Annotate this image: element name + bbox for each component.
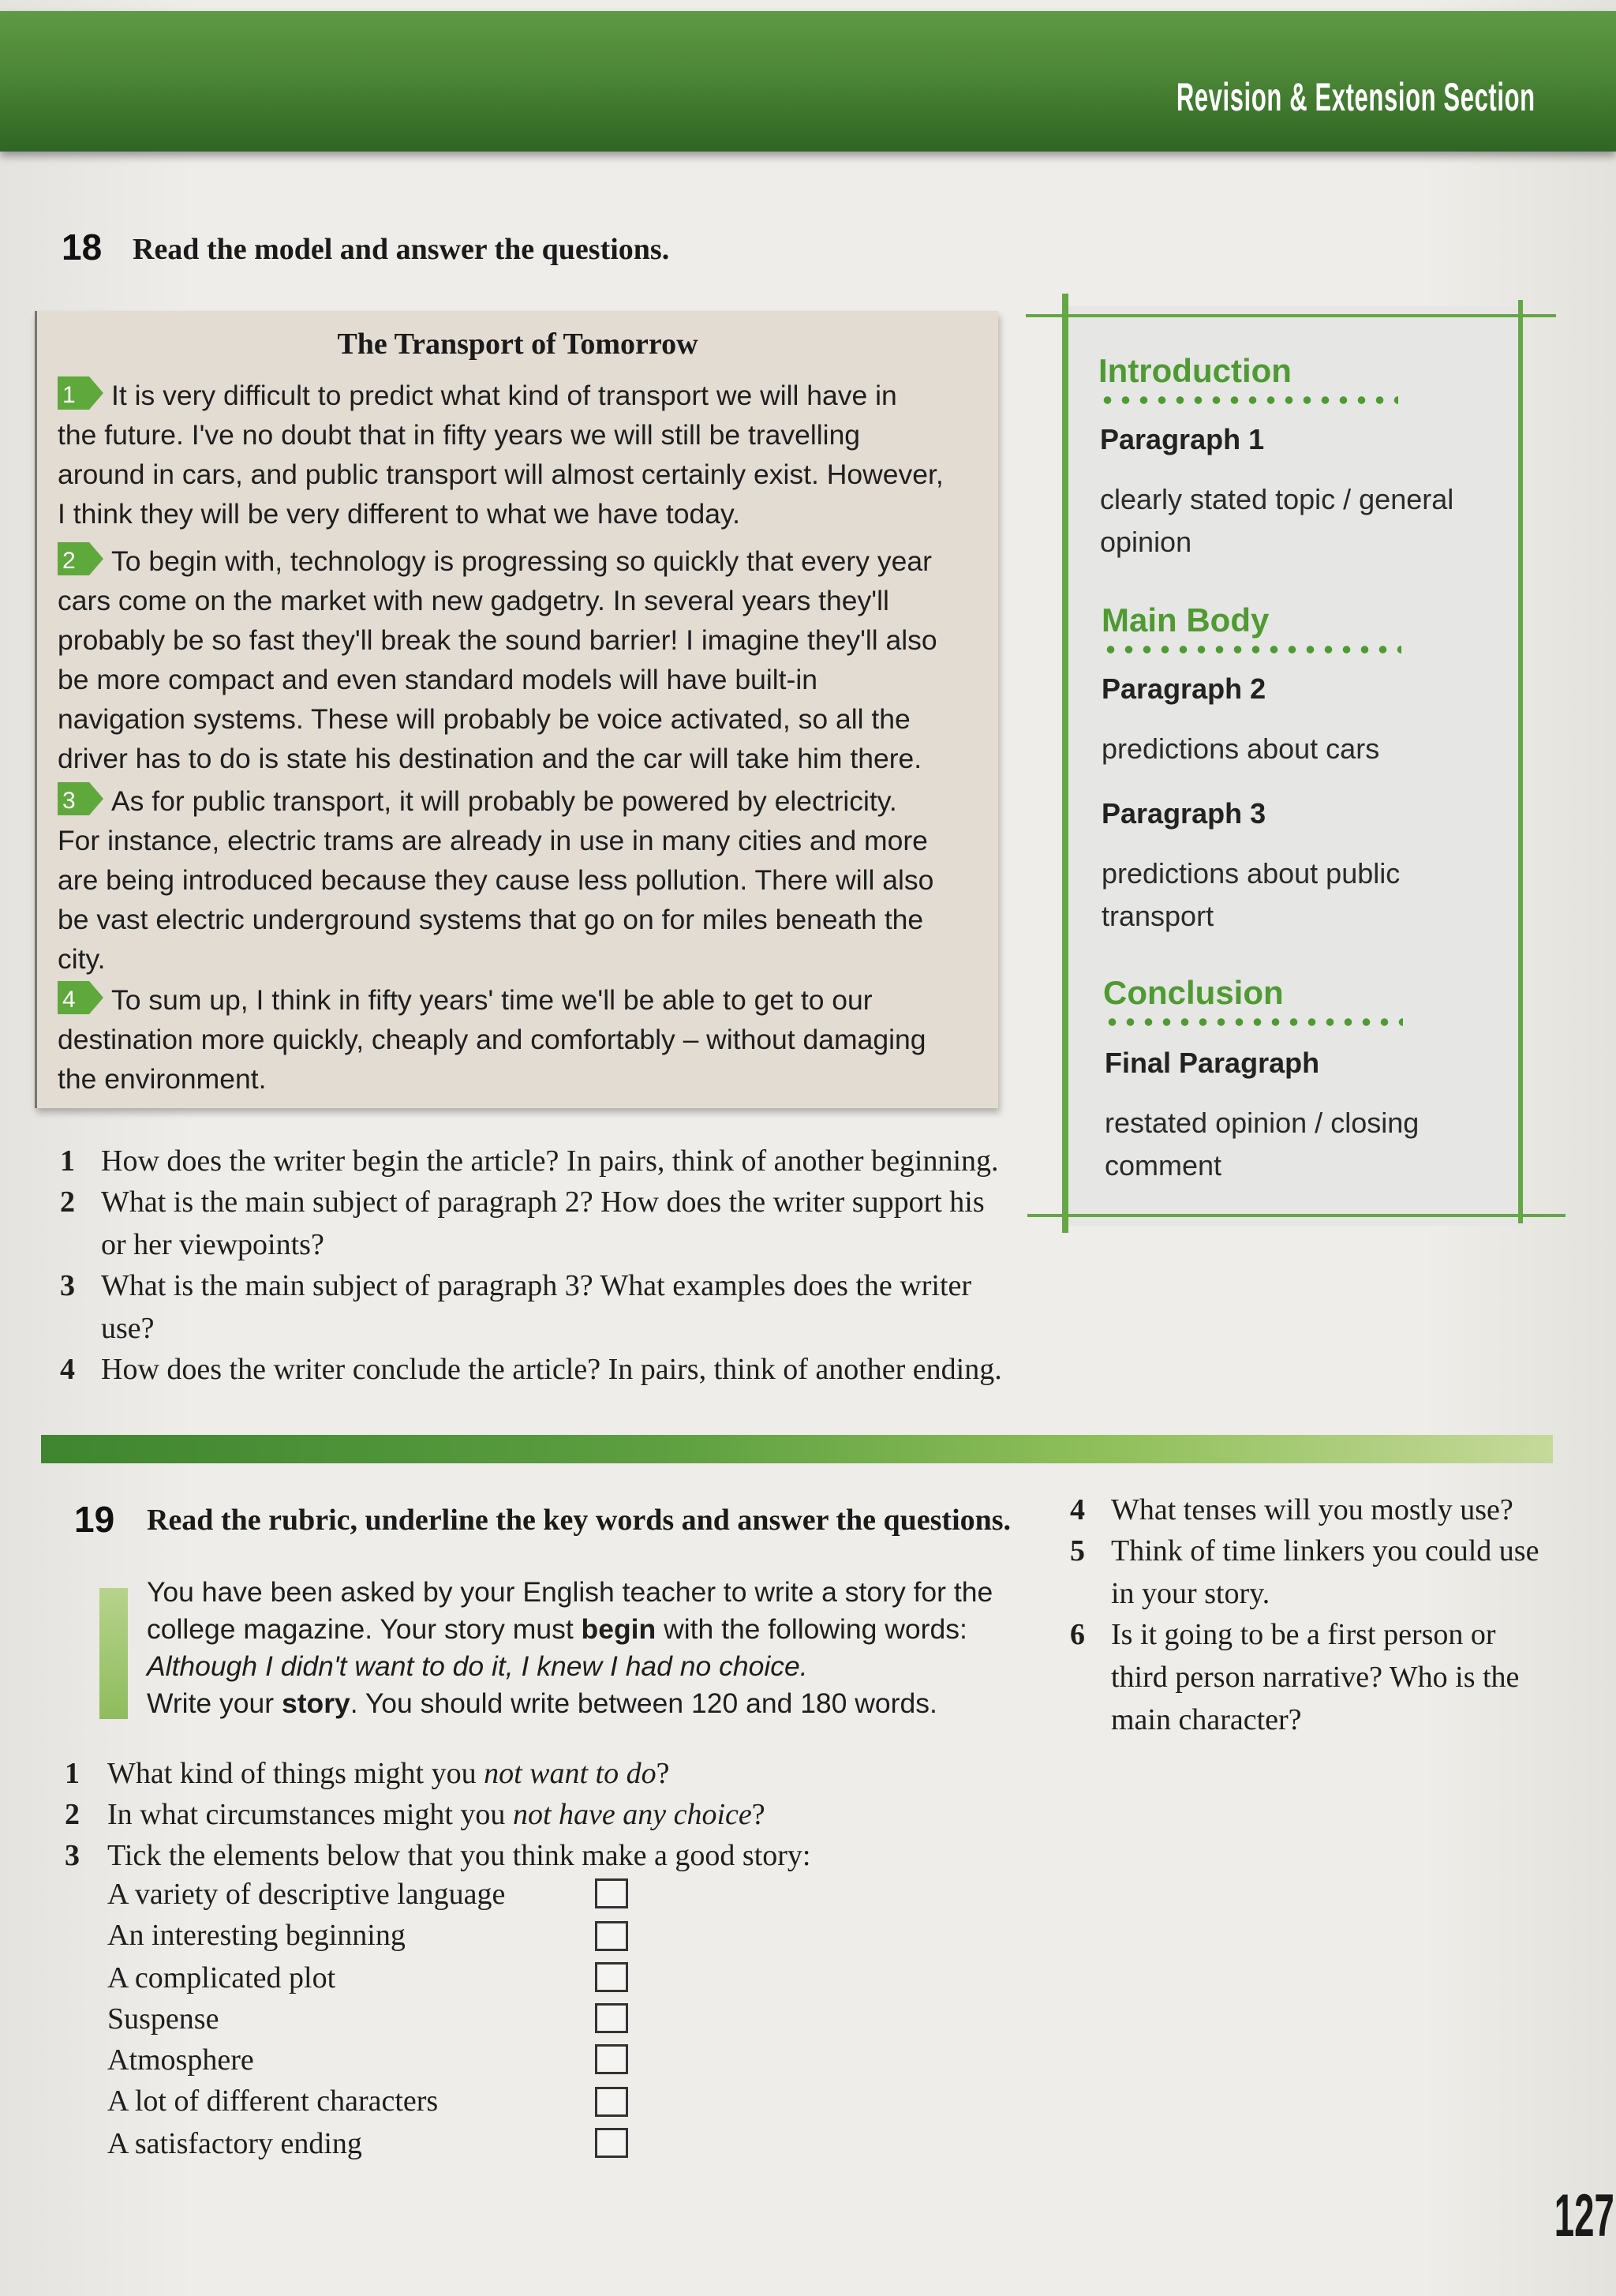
structure-conclusion-heading: Conclusion <box>1103 974 1284 1011</box>
page-number: 127 <box>1554 2182 1614 2249</box>
element-checkbox-atmosphere[interactable] <box>595 2044 628 2074</box>
element-label: A complicated plot <box>107 1961 336 1994</box>
element-label: An interesting beginning <box>107 1919 406 1952</box>
rubric-accent-bar <box>99 1588 128 1719</box>
header-band <box>0 11 1616 152</box>
paragraph-flag-icon: 3 <box>58 782 105 815</box>
element-checkbox-different-characters[interactable] <box>595 2087 628 2117</box>
model-text-box <box>35 311 998 1108</box>
section-divider-bar <box>41 1435 1553 1463</box>
structure-paragraph-3: Paragraph 3 <box>1102 797 1266 830</box>
structure-paragraph-2: Paragraph 2 <box>1102 672 1266 705</box>
dotted-rule <box>1102 646 1401 654</box>
paragraph-flag-icon: 4 <box>58 981 105 1014</box>
element-label: A satisfactory ending <box>107 2127 362 2160</box>
element-label: A lot of different characters <box>107 2084 439 2118</box>
structure-introduction-heading: Introduction <box>1098 352 1292 389</box>
dotted-rule <box>1103 1018 1403 1026</box>
model-paragraph-2: 2 To begin with, technology is progressing so quickly that every year cars come on the market with new gadgetry. In several years they'll probably be so fast they'll break the sound barrier! I imagine they'll also be more compact and even standard models will have built-in navigation systems. These will probably be voice activated, so all the driver has to do is state his destination and the car will take him there. <box>58 541 989 778</box>
model-paragraph-3: 3 As for public transport, it will probably be powered by electricity. For instance, electric trams are already in use in many cities and more are being introduced because they cause less pollution. There will also be vast electric underground systems that go on for miles beneath the city. <box>58 781 989 979</box>
structure-paragraph-1: Paragraph 1 <box>1100 423 1265 455</box>
structure-left-rule <box>1062 294 1068 1233</box>
exercise-18-instruction: Read the model and answer the questions. <box>133 233 670 266</box>
element-checkbox-satisfactory-ending[interactable] <box>595 2128 628 2158</box>
section-title: Revision & Extension Section <box>1176 75 1536 119</box>
model-title: The Transport of Tomorrow <box>337 328 698 361</box>
paragraph-flag-icon: 1 <box>58 376 105 410</box>
structure-final-description: restated opinion / closing comment <box>1105 1107 1420 1182</box>
structure-paragraph-3-description: predictions about public transport <box>1102 857 1401 932</box>
element-label: Atmosphere <box>107 2043 254 2077</box>
element-checkbox-complicated-plot[interactable] <box>595 1962 628 1992</box>
structure-paragraph-2-description: predictions about cars <box>1102 732 1380 765</box>
exercise-19-instruction: Read the rubric, underline the key words and answer the questions. <box>147 1504 1012 1537</box>
structure-bottom-rule <box>1027 1214 1566 1217</box>
structure-top-rule <box>1026 314 1556 317</box>
exercise-19-number: 19 <box>74 1499 115 1540</box>
element-label: Suspense <box>107 2002 219 2036</box>
structure-final-paragraph: Final Paragraph <box>1105 1047 1320 1079</box>
paragraph-flag-icon: 2 <box>58 542 105 575</box>
structure-paragraph-1-description: clearly stated topic / general opinion <box>1100 483 1454 558</box>
structure-main-body-heading: Main Body <box>1102 601 1270 639</box>
element-checkbox-suspense[interactable] <box>595 2003 628 2033</box>
element-checkbox-interesting-beginning[interactable] <box>595 1921 628 1951</box>
rubric-text: You have been asked by your English teacher to write a story for the college magazine. Your story must begin with the following words: Although I didn't want to do it, I knew I had no choice. Write your story. You should write between 120 and 180 words. <box>147 1576 993 1719</box>
element-checkbox-descriptive-language[interactable] <box>595 1878 628 1908</box>
model-paragraph-1: 1 It is very difficult to predict what kind of transport we will have in the future. I've no doubt that in fifty years we will still be travelling around in cars, and public transport will almost certainly exist. However, I think they will be very different to what we have today. <box>58 376 989 534</box>
dotted-rule <box>1098 396 1398 404</box>
exercise-18-number: 18 <box>62 227 103 268</box>
element-label: A variety of descriptive language <box>107 1878 506 1911</box>
model-paragraph-4: 4 To sum up, I think in fifty years' time we'll be able to get to our destination more quickly, cheaply and comfortably – without damaging the environment. <box>58 980 989 1099</box>
structure-right-rule <box>1518 300 1523 1223</box>
